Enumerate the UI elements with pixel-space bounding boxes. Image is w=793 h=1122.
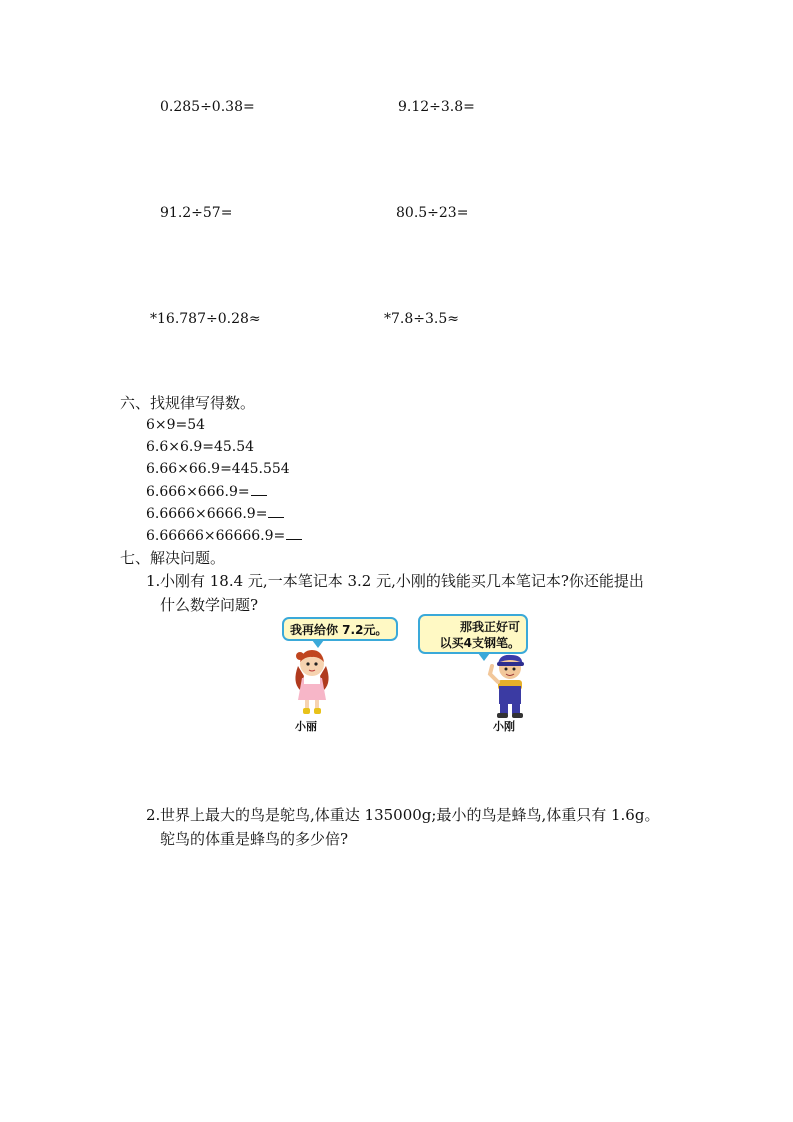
question-2-text-line-2: 鸵鸟的体重是蜂鸟的多少倍? <box>160 830 349 848</box>
pattern-line: 6.6×6.9=45.54 <box>146 439 255 455</box>
question-number: 1. <box>146 572 161 590</box>
pattern-line: 6.66×66.9=445.554 <box>146 461 290 477</box>
speech-bubble-xiaogang <box>418 614 528 654</box>
speech-text: 我再给你 7.2元。 <box>290 623 388 637</box>
answer-blank[interactable] <box>286 527 302 540</box>
character-name-xiaogang: 小刚 <box>493 720 515 733</box>
calc-expression: 0.285÷0.38= <box>160 99 255 115</box>
boy-xiaogang-illustration <box>484 652 532 720</box>
answer-blank[interactable] <box>251 483 267 496</box>
section-6-heading: 六、找规律写得数。 <box>120 394 256 412</box>
answer-blank[interactable] <box>268 505 284 518</box>
question-number: 2. <box>146 806 161 824</box>
speech-text: 以买4支钢笔。 <box>439 636 520 650</box>
calc-expression: 9.12÷3.8= <box>398 99 475 115</box>
calc-expression: 80.5÷23= <box>396 205 469 221</box>
speech-text: 那我正好可 <box>459 620 520 634</box>
speech-bubble-xiaoli <box>282 617 398 641</box>
calc-expression: 91.2÷57= <box>160 205 233 221</box>
pattern-line: 6.666×666.9= <box>146 483 267 501</box>
pattern-line: 6.66666×66666.9= <box>146 527 302 545</box>
pattern-line: 6.6666×6666.9= <box>146 505 284 523</box>
character-name-xiaoli: 小丽 <box>295 720 317 733</box>
pattern-line: 6×9=54 <box>146 417 206 433</box>
girl-xiaoli-illustration <box>288 646 336 718</box>
question-1-text-line-2: 什么数学问题? <box>160 596 259 614</box>
calc-expression: *7.8÷3.5≈ <box>384 311 459 327</box>
section-7-heading: 七、解决问题。 <box>120 549 226 567</box>
calc-expression: *16.787÷0.28≈ <box>150 311 261 327</box>
question-1-text-line-1: 小刚有 18.4 元,一本笔记本 3.2 元,小刚的钱能买几本笔记本?你还能提出 <box>160 572 644 590</box>
question-2-text-line-1: 世界上最大的鸟是鸵鸟,体重达 135000g;最小的鸟是蜂鸟,体重只有 1.6g。 <box>160 806 660 824</box>
